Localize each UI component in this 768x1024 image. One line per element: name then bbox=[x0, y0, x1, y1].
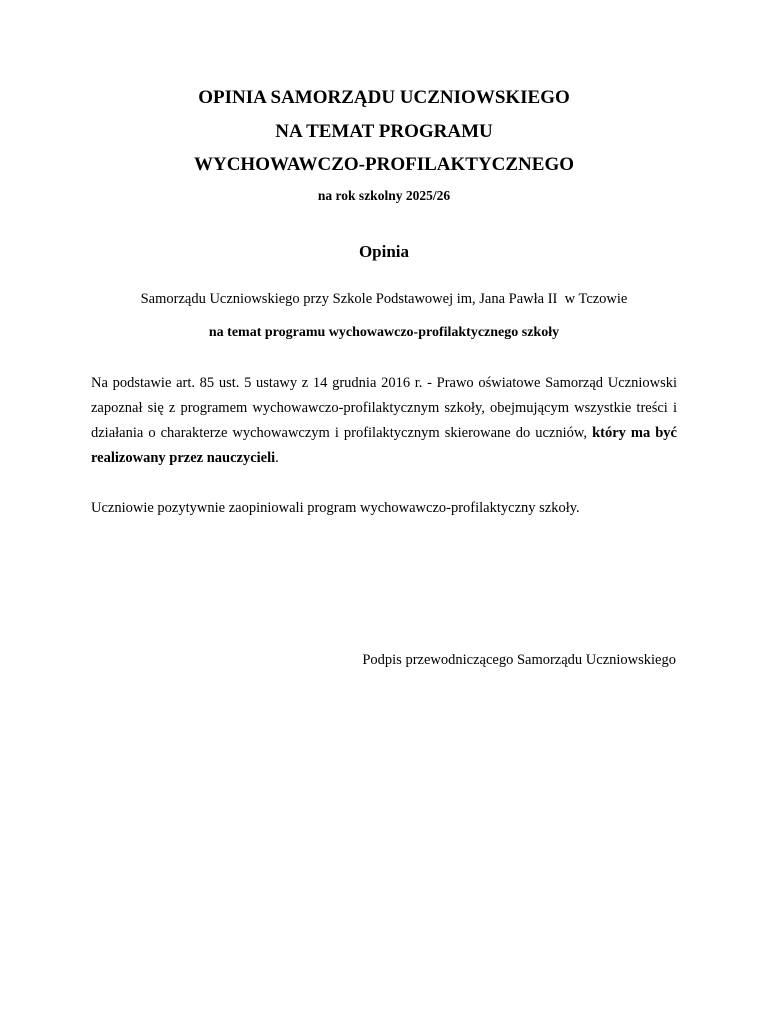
section-heading: Opinia bbox=[358, 242, 410, 261]
paragraph-1-bold-text: który ma być realizowany przez nauczycieli bbox=[91, 425, 677, 466]
signature-line: Podpis przewodniczącego Samorządu Uczniowskiego bbox=[362, 652, 676, 668]
document-title-line-2: NA TEMAT PROGRAMU bbox=[275, 121, 493, 142]
document-title-line-1: OPINIA SAMORZĄDU UCZNIOWSKIEGO bbox=[198, 87, 570, 108]
document-title-line-3: WYCHOWAWCZO-PROFILAKTYCZNEGO bbox=[193, 154, 575, 175]
body-paragraph-2: Uczniowie pozytywnie zaopiniowali program wychowawczo-profilaktyczny szkoły. bbox=[91, 500, 580, 516]
paragraph-1-tail: . bbox=[275, 450, 279, 466]
subject-line-bold: na temat programu wychowawczo-profilaktycznego szkoły bbox=[208, 325, 560, 340]
body-paragraph-1 bbox=[91, 371, 677, 471]
subject-line: Samorządu Uczniowskiego przy Szkole Podstawowej im, Jana Pawła II w Tczowie bbox=[140, 291, 628, 307]
paragraph-1-text: Na podstawie art. 85 ust. 5 ustawy z 14 grudnia 2016 r. - Prawo oświatowe Samorząd Uczniowski zapoznał się z programem wychowawczo-profilaktycznym szkoły, obejmującym wszystkie treści i działania o charakterze wychowawczym i profilaktycznym skierowane do uczniów, bbox=[91, 375, 677, 441]
school-year-subtitle: na rok szkolny 2025/26 bbox=[317, 188, 451, 203]
